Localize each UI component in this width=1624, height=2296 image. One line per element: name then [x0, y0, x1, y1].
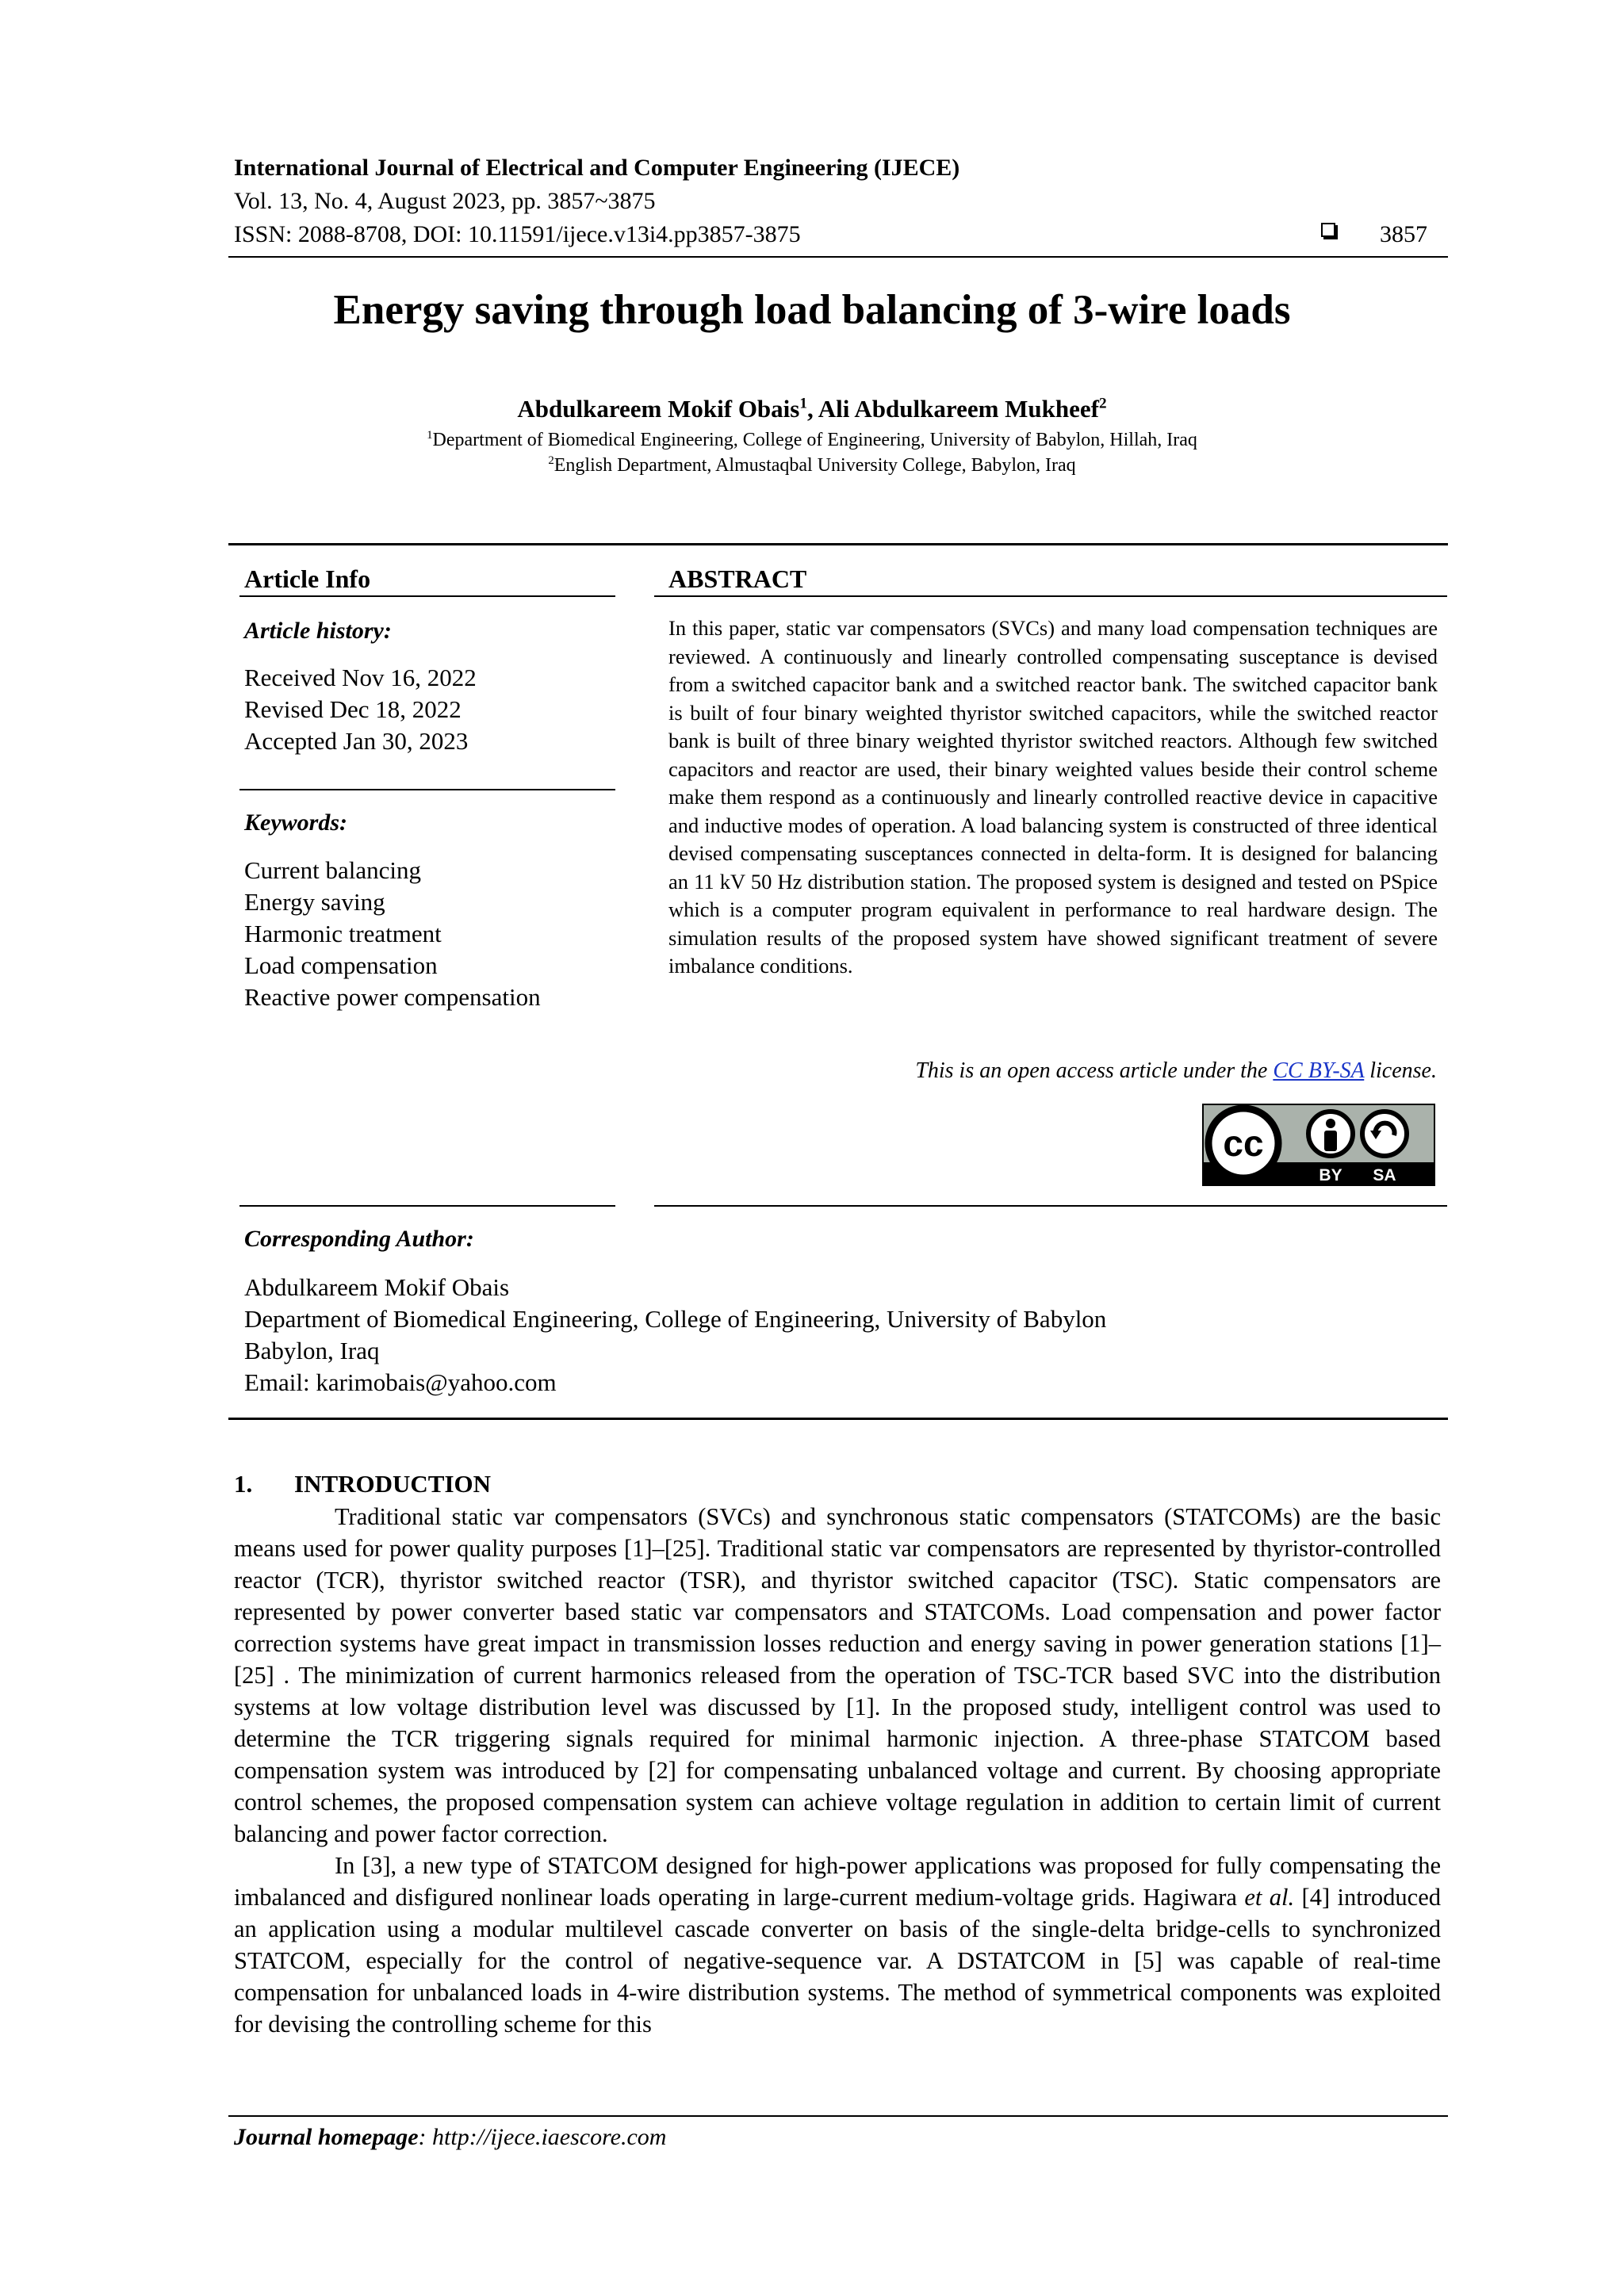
intro-paragraph-1: Traditional static var compensators (SVCs) and synchronous static compensators (STATCOMs) are the basic means used for power quality purposes [1]–[25]. Traditional static var compensators are represented by thyristor-controlled reactor (TCR), thyristor switched reactor (TSR), and thyristor switched capacitor (TSC). Static compensators are represented by power converter based static var compensators and STATCOMs. Load compensation and power factor correction systems have great impact in transmission losses reduction and energy saving in power generation stations [1]–[25] . The minimization of current harmonics released from the operation of TSC-TCR based SVC into the distribution systems at low voltage distribution level was discussed by [1]. In the proposed study, intelligent control was used to determine the TCR triggering signals required for minimal harmonic injection. A three-phase STATCOM based compensation system was introduced by [2] for compensating unbalanced voltage and current. By choosing appropriate control schemes, the proposed compensation system can achieve voltage regulation in addition to certain limit of current balancing and power factor correction.: [234, 1503, 1441, 1847]
history-heading: Article history:: [244, 618, 392, 644]
affiliation-2-sup: 2: [548, 454, 554, 467]
affiliation-1-sup: 1: [427, 429, 433, 442]
license-statement: [915, 1057, 1437, 1085]
author-list: [0, 393, 1624, 425]
corresponding-bottom-rule: [228, 1418, 1448, 1420]
issn-doi: ISSN: 2088-8708, DOI: 10.11591/ijece.v13i4.pp3857-3875: [234, 221, 801, 247]
cc-icon-label: cc: [1223, 1123, 1264, 1164]
corresponding-name: Abdulkareem Mokif Obais: [244, 1273, 510, 1301]
journal-name: International Journal of Electrical and Computer Engineering (IJECE): [234, 155, 960, 181]
abstract-text: In this paper, static var compensators (SVCs) and many load compensation techniques are reviewed. A continuously and linearly controlled compensating susceptance is devised from a switched capacitor bank and a switched reactor bank. The switched capacitor bank is built of four binary weighted thyristor switched capacitors, while the switched reactor bank is built of three binary weighted thyristor switched reactors. Although few switched capacitors and reactor are used, their binary weighted values beside their control scheme make them respond as a continuously and linearly controlled reactive device in capacitive and inductive modes of operation. A load balancing system is constructed of three identical devised compensating susceptances connected in delta-form. It is designed for balancing an 11 kV 50 Hz distribution station. The proposed system is designed and tested on PSpice which is a computer program equivalent in performance to real hardware design. The simulation results of the proposed system have showed significant treatment of severe imbalance conditions.: [668, 616, 1438, 978]
by-label: BY: [1319, 1166, 1342, 1184]
author-2: Ali Abdulkareem Mukheef: [818, 395, 1099, 423]
section-number: 1.: [234, 1470, 253, 1498]
history-rule: [239, 789, 615, 790]
article-info-heading: Article Info: [244, 564, 371, 593]
corresponding-department: Department of Biomedical Engineering, College of Engineering, University of Babylon: [244, 1305, 1107, 1333]
page-box-icon: [1321, 223, 1335, 237]
keyword-4: Load compensation: [244, 951, 438, 979]
license-link[interactable]: CC BY-SA: [1273, 1058, 1365, 1083]
section-title: INTRODUCTION: [294, 1470, 492, 1498]
history-received: Received Nov 16, 2022: [244, 664, 477, 691]
intro-p2-part-a: In [3], a new type of STATCOM designed for high-power applications was proposed for fully compensating the imbalanced and disfigured nonlinear loads operating in large-current medium-voltage grids. Hagiwara: [234, 1852, 1441, 1911]
corresponding-heading: Corresponding Author:: [244, 1226, 474, 1252]
keyword-5: Reactive power compensation: [244, 983, 541, 1011]
corresponding-email: Email: karimobais@yahoo.com: [244, 1368, 557, 1396]
section-heading-introduction: [234, 1468, 491, 1500]
intro-paragraph-2: [234, 1850, 1441, 2040]
info-bottom-rule-left: [239, 1205, 615, 1207]
cc-by-sa-badge[interactable]: [1202, 1104, 1435, 1186]
volume-info: Vol. 13, No. 4, August 2023, pp. 3857~3875: [234, 188, 656, 214]
sa-label: SA: [1373, 1166, 1396, 1184]
keyword-3: Harmonic treatment: [244, 920, 442, 947]
author-1: Abdulkareem Mokif Obais: [517, 395, 800, 423]
article-info-rule: [239, 595, 615, 597]
author-2-sup: 2: [1099, 395, 1107, 412]
homepage-url[interactable]: : http://ijece.iaescore.com: [418, 2124, 667, 2150]
affiliation-1: [0, 428, 1624, 452]
keyword-2: Energy saving: [244, 888, 385, 916]
keywords-heading: Keywords:: [244, 809, 347, 836]
license-suffix: license.: [1364, 1058, 1437, 1083]
header-rule: [228, 256, 1448, 258]
abstract-heading: ABSTRACT: [668, 564, 807, 593]
affiliation-2-text: English Department, Almustaqbal University College, Babylon, Iraq: [553, 455, 1076, 476]
abstract-rule: [654, 595, 1447, 597]
author-1-sup: 1: [799, 395, 807, 412]
author-separator: ,: [806, 395, 818, 423]
keyword-1: Current balancing: [244, 856, 421, 884]
introduction-body: [234, 1501, 1441, 2040]
info-bottom-rule-right: [654, 1205, 1447, 1207]
sa-share-icon: [1362, 1112, 1407, 1156]
corresponding-location: Babylon, Iraq: [244, 1337, 380, 1364]
affiliation-1-text: Department of Biomedical Engineering, College of Engineering, University of Babylon, Hillah, Iraq: [432, 430, 1197, 450]
license-prefix: This is an open access article under the: [915, 1058, 1274, 1083]
intro-p2-etal: et al.: [1244, 1884, 1295, 1911]
paper-title: Energy saving through load balancing of 3-wire loads: [333, 287, 1291, 333]
journal-homepage: [234, 2122, 666, 2153]
footer-rule: [228, 2115, 1448, 2117]
intro-p2-part-b: [4] introduced an application using a modular multilevel cascade converter on basis of the single-delta bridge-cells to synchronized STATCOM, especially for the control of negative-sequence var. A DSTATCOM in [5] was capable of real-time compensation for unbalanced loads in 4-wire distribution systems. The method of symmetrical components was exploited for devising the controlling scheme for this: [234, 1884, 1441, 2038]
page-number: 3857: [1380, 221, 1427, 247]
affiliation-2: [0, 453, 1624, 477]
info-top-rule: [228, 543, 1448, 545]
homepage-label: Journal homepage: [234, 2124, 419, 2150]
history-revised: Revised Dec 18, 2022: [244, 695, 462, 723]
history-accepted: Accepted Jan 30, 2023: [244, 727, 469, 755]
